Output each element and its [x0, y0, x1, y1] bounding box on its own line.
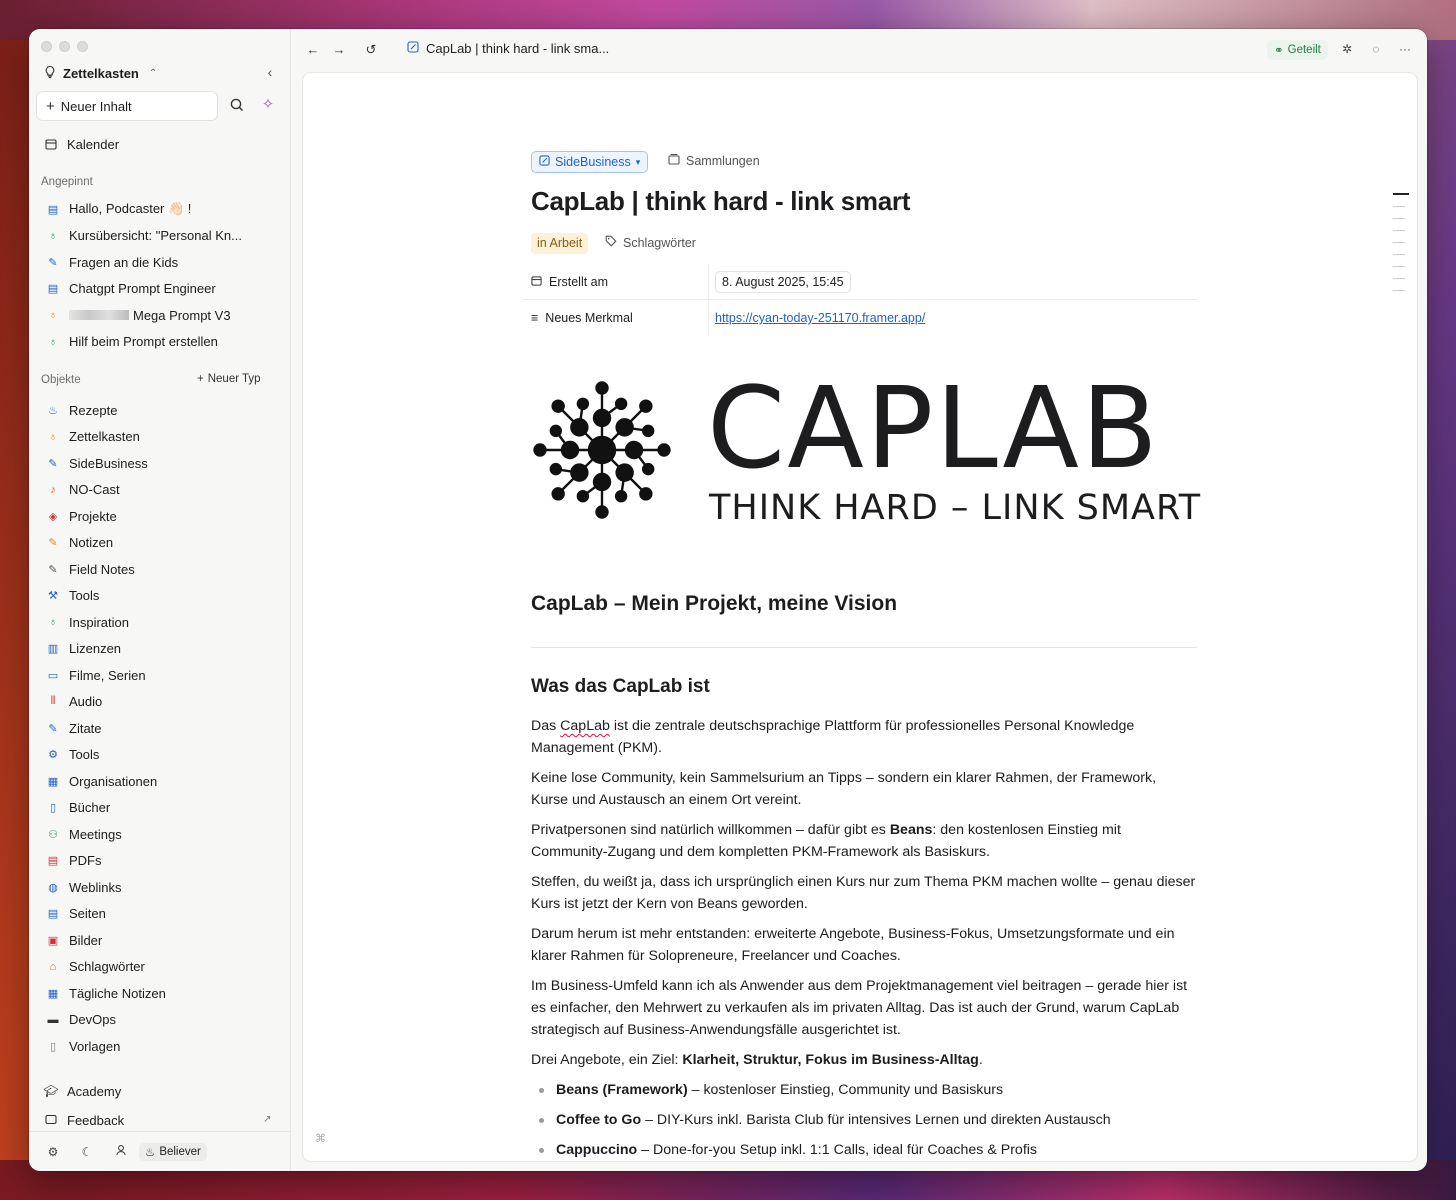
bulb-icon: ♁ [48, 309, 58, 321]
more-options-button[interactable]: ··· [1399, 42, 1411, 56]
sidebar-item-label: Audio [69, 694, 103, 709]
calendar-icon [531, 275, 542, 289]
ai-assistant-button[interactable] [259, 96, 277, 114]
sidebar-item-label: Academy [67, 1083, 122, 1099]
search-icon [229, 97, 245, 113]
caplab-logo-image [531, 364, 1202, 538]
text: – Done-for-you Setup inkl. 1:1 Calls, ideal für Coaches & Profis [637, 1142, 1038, 1158]
bullet-dot [539, 1148, 544, 1153]
list-item [531, 1109, 1111, 1131]
bold-text: Coffee to Go [556, 1112, 642, 1128]
note-icon: ✎ [48, 563, 58, 576]
new-type-button[interactable] [197, 373, 261, 385]
outline-marker[interactable] [1393, 230, 1405, 231]
objects-item[interactable] [45, 398, 117, 422]
objects-item[interactable] [45, 955, 145, 979]
paragraph: Keine lose Community, kein Sammelsurium an Tipps – sondern ein klarer Rahmen, der Framework, Kurse und Austausch an einem Ort vereint. [531, 770, 1157, 808]
sidebar-item-label: DevOps [69, 1012, 116, 1027]
object-type-chip[interactable] [531, 151, 648, 173]
pinned-item[interactable] [45, 197, 191, 221]
new-type-label: Neuer Typ [207, 373, 261, 385]
outline-marker[interactable] [1393, 290, 1405, 291]
sidebar-item-label: Kursübersicht: "Personal Kn... [69, 228, 242, 243]
mic-icon: ♪ [50, 483, 56, 496]
close-window-button[interactable] [41, 41, 52, 52]
text-lines-icon: ≡ [531, 311, 539, 325]
sidebar-item-label: Organisationen [69, 773, 158, 789]
sidebar-item-label: Seiten [69, 906, 106, 921]
sidebar-item-label: Bücher [69, 800, 111, 815]
sidebar-item-label: SideBusiness [69, 455, 148, 471]
note-icon: ✎ [48, 537, 58, 549]
sidebar-item-label: Chatgpt Prompt Engineer [69, 281, 216, 296]
graph-view-button[interactable]: ✲ [1341, 42, 1353, 56]
objects-item[interactable] [45, 822, 122, 846]
pinned-item[interactable] [45, 277, 216, 301]
objects-item[interactable] [45, 1008, 116, 1032]
sidebar-item-label: Zettelkasten [69, 429, 140, 444]
objects-item[interactable] [45, 610, 129, 634]
property-key[interactable] [523, 264, 709, 299]
shared-label: Geteilt [1287, 44, 1321, 56]
graduation-cap-icon: 🎓︎ [43, 1084, 59, 1098]
section-heading: CapLab – Mein Projekt, meine Vision [531, 592, 898, 615]
text: Das [531, 718, 561, 734]
sidebar-item-label: Filme, Serien [69, 667, 146, 683]
text: Drei Angebote, ein Ziel: [531, 1052, 683, 1068]
text: ist die zentrale deutschsprachige Plattform für professionelles Personal Knowledge Management (PKM). [531, 718, 1135, 756]
objects-item[interactable] [45, 769, 157, 793]
plus-icon: + [46, 97, 55, 115]
objects-item[interactable] [45, 902, 106, 926]
settings-gear-button[interactable]: ⚙ [47, 1144, 59, 1159]
redacted-text [69, 310, 129, 320]
page-outline-minimap[interactable] [1393, 193, 1407, 302]
objects-item[interactable] [45, 504, 117, 528]
updown-chevron-icon: ⌃ [148, 67, 158, 79]
sidebar-item-label: Rezepte [69, 402, 118, 418]
bulb-icon [43, 65, 57, 82]
coffee-bean-icon: ♨ [145, 1146, 156, 1159]
objects-item[interactable] [45, 928, 102, 952]
zoom-window-button[interactable] [77, 41, 88, 52]
tv-icon: ▭ [47, 669, 59, 682]
sidebar-item-calendar[interactable] [43, 132, 119, 156]
calendar-icon [43, 136, 59, 152]
pinned-item[interactable] [45, 330, 218, 354]
bold-text: Beans [889, 822, 933, 838]
objects-item[interactable] [45, 557, 135, 581]
sidebar-footer [29, 1131, 291, 1171]
outline-marker[interactable] [1393, 242, 1405, 243]
sidebar-item-label: Schlagwörter [69, 959, 145, 974]
cube-icon: ◈ [48, 510, 58, 523]
sidebar-item-label: Feedback [67, 1112, 125, 1128]
globe-icon: ◍ [48, 881, 58, 894]
sidebar-item-label: Bilder [69, 932, 103, 948]
forward-button[interactable]: → [332, 42, 346, 57]
sidebar-item-label: Kalender [67, 136, 120, 152]
back-button[interactable]: ← [306, 42, 320, 57]
objects-section-label: Objekte [41, 374, 81, 386]
bold-text: Klarheit, Struktur, Fokus im Business-Alltag [682, 1052, 979, 1068]
objects-item[interactable] [45, 743, 99, 767]
subheading: Was das CapLab ist [531, 676, 710, 697]
note-icon: ✎ [48, 722, 58, 735]
shared-badge[interactable] [1267, 40, 1328, 60]
sidebar-item-label: Fragen an die Kids [69, 254, 179, 270]
history-button[interactable]: ↺ [365, 42, 377, 57]
paragraph: Steffen, du weißt ja, dass ich ursprünglich einen Kurs nur zum Thema PKM machen wollte – genau dieser Kurs ist jetzt der Kern von Beans geworden. [531, 874, 1196, 912]
pot-icon: ♨ [48, 404, 58, 417]
plan-badge[interactable] [139, 1143, 207, 1161]
page-icon: ▯ [49, 1040, 57, 1053]
sidebar-item-label: Inspiration [69, 614, 129, 630]
objects-item[interactable] [45, 716, 102, 740]
monitor-icon: ▬ [47, 1013, 59, 1026]
sidebar-item-label: Vorlagen [69, 1038, 121, 1054]
sync-button[interactable]: ◌ [1372, 42, 1380, 56]
objects-item[interactable] [45, 478, 120, 502]
text: . [978, 1052, 983, 1068]
objects-item[interactable] [45, 875, 122, 899]
external-link-icon: ↗ [263, 1114, 272, 1125]
sidebar-item-label: Meetings [69, 826, 122, 842]
logo-tagline: THINK HARD – LINK SMART [709, 488, 1202, 528]
property-key-label: Neues Merkmal [545, 311, 633, 325]
top-toolbar [292, 29, 1427, 71]
bulb-icon: ♁ [48, 430, 58, 443]
text: : den kostenlosen Einstieg mit Community-Zugang und dem kompletten PKM-Framework als Basiskurs. [531, 822, 1121, 860]
paragraph: Im Business-Umfeld kann ich als Anwender aus dem Projektmanagement viel beitragen – gerade hier ist es einfacher, den Mehrwert zu verkaufen als im privaten Alltag. Das ist auch der Grund, warum CapLab strategisch auf Business-Anwendungsfälle ausgerichtet ist. [531, 978, 1188, 1038]
docs-icon: ▥ [47, 643, 59, 655]
tags-button[interactable] [605, 235, 696, 250]
sidebar-item-label: Zitate [69, 720, 102, 736]
space-switcher[interactable] [43, 63, 157, 83]
page-title[interactable]: CapLab | think hard - link smart [531, 186, 911, 216]
objects-item[interactable] [45, 690, 102, 714]
wrench-icon: ⚒ [48, 590, 58, 602]
objects-item[interactable] [45, 1034, 120, 1058]
network-logo-icon [531, 373, 681, 538]
doc-icon: ▤ [47, 203, 59, 216]
bold-text: Cappuccino [556, 1142, 638, 1158]
bulb-icon: ♁ [48, 229, 58, 242]
sidebar-item-label: Tägliche Notizen [69, 985, 166, 1001]
sidebar-item-label: Tools [69, 588, 100, 603]
object-type-label: SideBusiness [555, 155, 631, 169]
collections-button[interactable] [668, 153, 760, 168]
paragraph: Darum herum ist mehr entstanden: erweiterte Angebote, Business-Fokus, Umsetzungsformate und ein klarer Rahmen für Solopreneure, Freelancer und Coaches. [531, 926, 1175, 964]
new-content-label: Neuer Inhalt [60, 98, 132, 114]
properties-table [523, 264, 1197, 336]
pinned-item[interactable] [45, 250, 178, 274]
text: – kostenloser Einstieg, Community und Basiskurs [687, 1082, 1004, 1098]
link-icon: ⚭ [1274, 45, 1284, 57]
sidebar-item-label: Hallo, Podcaster 👋🏻 ! [69, 201, 192, 216]
property-key[interactable] [523, 300, 709, 336]
gear-icon: ⚙ [48, 749, 58, 761]
objects-item[interactable] [45, 849, 102, 873]
misspelled-word[interactable]: CapLab [560, 718, 610, 734]
paragraph [531, 1049, 1197, 1071]
logo-wordmark: CAPLAB [707, 364, 1160, 494]
list-item [531, 1139, 1037, 1161]
window-controls [41, 41, 88, 52]
sidebar-item-label: Hilf beim Prompt erstellen [69, 334, 218, 349]
current-tab[interactable] [407, 41, 609, 56]
paragraph [531, 715, 1197, 759]
collapse-sidebar-button[interactable]: ‹ [267, 64, 273, 80]
pdf-icon: ▤ [47, 855, 59, 867]
book-icon: ▯ [49, 802, 57, 814]
bulb-icon: ♁ [48, 335, 58, 348]
pinned-section-label: Angepinnt [41, 176, 93, 188]
outline-marker[interactable] [1393, 218, 1405, 219]
objects-item[interactable] [45, 637, 121, 661]
property-row [523, 300, 1197, 336]
building-icon: ▦ [47, 775, 59, 788]
divider [531, 647, 1197, 648]
text: Privatpersonen sind natürlich willkommen – dafür gibt es [531, 822, 890, 838]
sidebar-item-label: Notizen [69, 535, 114, 550]
objects-item[interactable] [45, 663, 146, 687]
sparkle-icon: ✧ [261, 96, 275, 113]
calendar-icon: ▦ [47, 987, 59, 1000]
list-item [531, 1079, 1003, 1101]
sidebar-item-label: Lizenzen [69, 641, 122, 656]
objects-item[interactable] [45, 451, 148, 475]
objects-item[interactable] [45, 796, 110, 820]
search-button[interactable] [229, 97, 247, 115]
doc-icon: ▤ [47, 283, 59, 295]
outline-marker[interactable] [1393, 278, 1405, 279]
minimize-window-button[interactable] [59, 41, 70, 52]
sidebar-item-label: Tools [69, 747, 100, 762]
property-value[interactable] [709, 275, 851, 289]
tags-label: Schlagwörter [623, 235, 696, 250]
collections-label: Sammlungen [686, 153, 760, 168]
app-window [29, 29, 1427, 1171]
audio-icon: ⦀ [50, 695, 56, 707]
sidebar-item-label: PDFs [69, 853, 102, 868]
note-icon: ✎ [48, 256, 58, 269]
tag-icon: ⌂ [49, 960, 57, 973]
text: – DIY-Kurs inkl. Barista Club für intensives Lernen und direkten Austausch [641, 1112, 1111, 1128]
sidebar-item-label: NO-Cast [69, 482, 120, 497]
property-row [523, 264, 1197, 300]
sidebar-item-feedback[interactable] [43, 1108, 124, 1132]
sidebar-item-label: Projekte [69, 508, 117, 524]
message-icon [43, 1112, 59, 1128]
new-content-button[interactable] [36, 91, 218, 121]
main-area [292, 29, 1427, 1171]
bullet-dot [539, 1118, 544, 1123]
bold-text: Beans (Framework) [556, 1082, 688, 1098]
property-key-label: Erstellt am [549, 274, 609, 289]
archive-icon [668, 153, 680, 168]
objects-item[interactable] [45, 531, 113, 555]
note-icon: ✎ [48, 457, 58, 470]
people-icon: ⚇ [48, 828, 58, 841]
note-icon [407, 41, 419, 56]
sidebar-item-label: Weblinks [69, 879, 122, 895]
document-page [302, 72, 1418, 1162]
sidebar [29, 29, 291, 1171]
paragraph [531, 819, 1197, 863]
outline-marker[interactable] [1393, 254, 1405, 255]
chevron-down-icon: ▾ [635, 156, 641, 167]
bullet-dot [539, 1088, 544, 1093]
sidebar-item-academy[interactable] [43, 1079, 121, 1103]
space-name: Zettelkasten [63, 65, 139, 81]
pinned-item[interactable] [45, 224, 242, 248]
outline-marker[interactable] [1393, 206, 1405, 207]
user-icon [115, 1144, 127, 1156]
doc-icon: ▤ [47, 908, 59, 920]
tab-title: CapLab | think hard - link sma... [426, 41, 610, 56]
bulb-icon: ♁ [48, 616, 58, 628]
plan-label: Believer [159, 1145, 201, 1158]
outline-marker[interactable] [1393, 193, 1409, 195]
objects-item[interactable] [45, 425, 140, 449]
sidebar-item-label: Field Notes [69, 561, 135, 577]
dark-mode-toggle[interactable]: ☾ [81, 1144, 93, 1159]
status-badge[interactable]: in Arbeit [531, 233, 588, 254]
tag-icon [605, 235, 617, 250]
objects-item[interactable] [45, 981, 166, 1005]
pinned-item[interactable] [45, 303, 231, 327]
plus-icon: + [197, 373, 204, 385]
image-icon: ▣ [47, 934, 59, 947]
objects-item[interactable] [45, 584, 99, 608]
account-button[interactable] [113, 1144, 129, 1160]
url-link[interactable]: https://cyan-today-251170.framer.app/ [715, 311, 926, 325]
outline-marker[interactable] [1393, 266, 1405, 267]
note-icon [539, 155, 550, 169]
date-value[interactable]: 8. August 2025, 15:45 [715, 271, 851, 293]
property-value[interactable] [709, 311, 925, 325]
sidebar-item-label: Mega Prompt V3 [133, 307, 231, 323]
command-key-icon[interactable]: ⌘ [315, 1133, 326, 1145]
